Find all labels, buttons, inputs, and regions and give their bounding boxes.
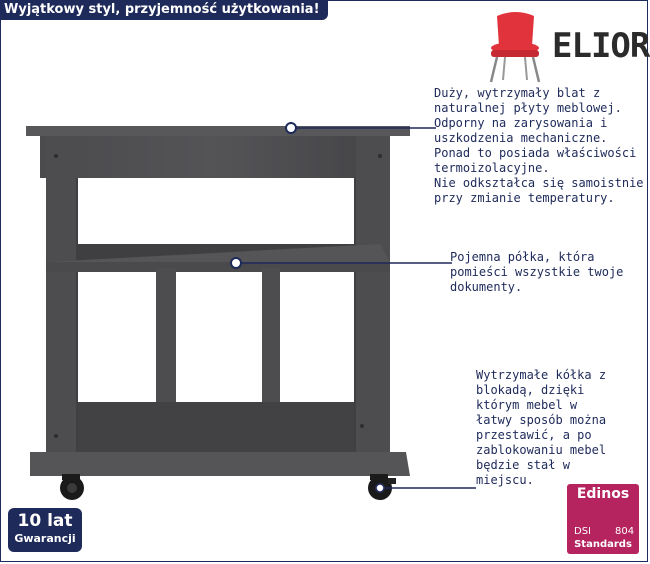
cart-open-space <box>78 178 354 244</box>
compartment-3 <box>280 272 354 402</box>
red-chair-icon <box>491 12 539 82</box>
warranty-years <box>8 511 82 531</box>
edinos-certificate-badge <box>567 484 639 554</box>
callout-dot-bottom <box>376 484 384 492</box>
top-banner: Wyjątkowy styl, przyjemność użytkowania! <box>0 0 328 20</box>
certificate-dsi: DSI <box>574 526 591 537</box>
callout-tabletop-text: Duży, wytrzymały blat z naturalnej płyty meblowej. Odporny na zarysowania i uszkodzenia mechaniczne. Ponad to posiada właściwości termoizolacyjne. Nie odkształca się samoistnie przy zmianie temperatury. <box>434 86 644 205</box>
cart-bottom-board <box>30 452 410 476</box>
brand-logo: ELIOR <box>552 26 650 66</box>
certificate-standards: Standards <box>574 539 632 550</box>
cart-left-side <box>46 136 76 460</box>
callout-shelf-text: Pojemna półka, która pomieści wszystkie twoje dokumenty. <box>450 250 624 294</box>
compartment-1 <box>78 272 156 402</box>
cart-upper-frame <box>40 136 390 178</box>
certificate-brand: Edinos <box>576 486 630 502</box>
callout-dot-middle <box>231 258 241 268</box>
warranty-number: 10 <box>17 511 42 531</box>
warranty-unit: lat <box>47 511 73 531</box>
compartment-2 <box>176 272 262 402</box>
callout-dot-top <box>286 123 296 133</box>
caster-wheel-left <box>60 474 84 500</box>
cart-right-side <box>356 136 390 460</box>
warranty-badge <box>8 508 82 552</box>
callout-wheels-text: Wytrzymałe kółka z blokadą, dzięki którym mebel w łatwy sposób można przestawić, a po zablokowaniu mebel będzie stał w miejscu. <box>476 368 607 487</box>
certificate-code: 804 <box>615 526 635 537</box>
warranty-label: Gwarancji <box>14 532 76 545</box>
